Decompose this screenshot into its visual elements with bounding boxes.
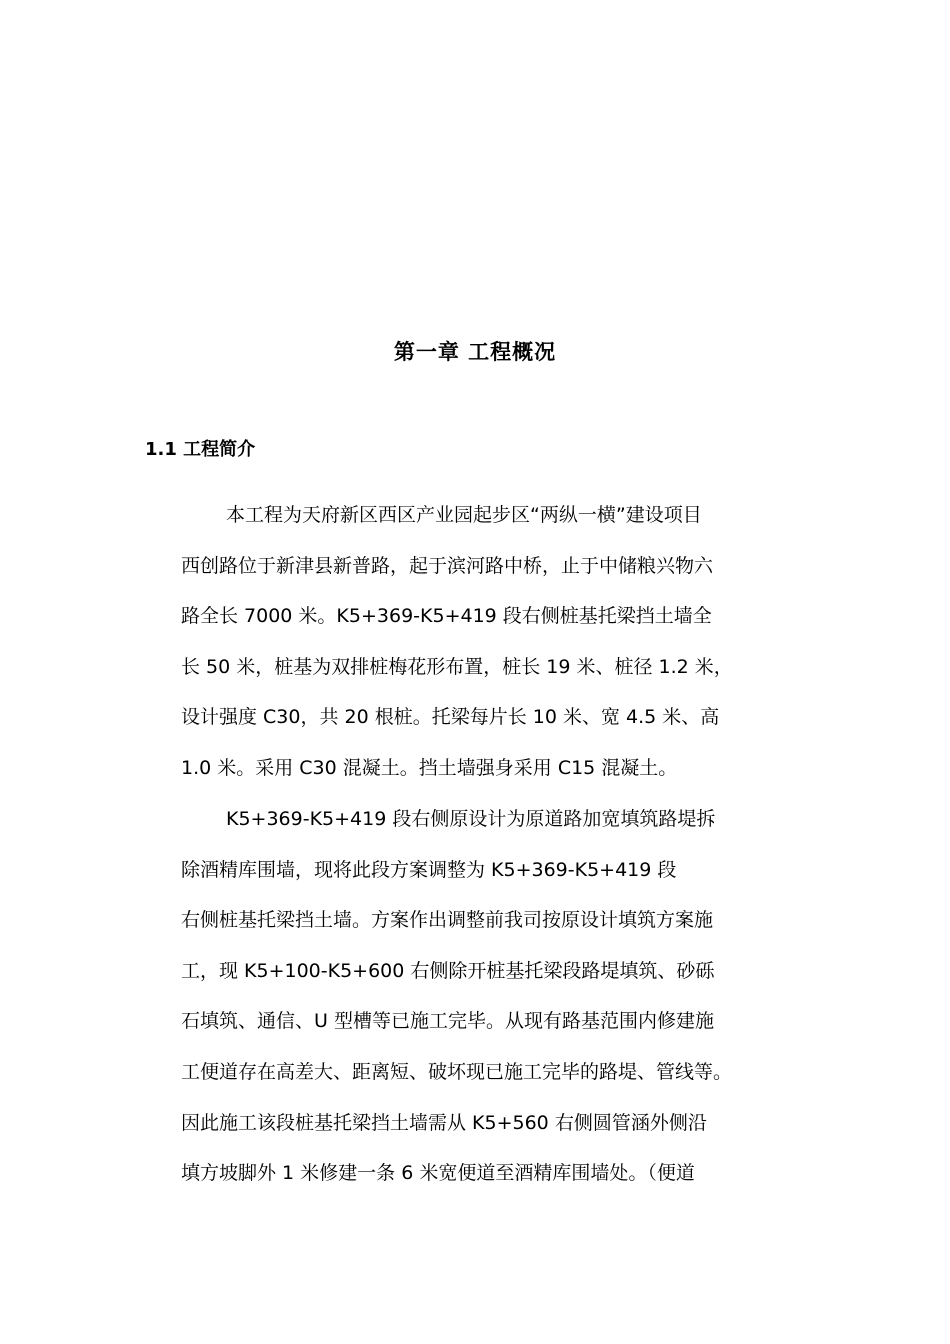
paragraph-line: 右侧桩基托梁挡土墙。方案作出调整前我司按原设计填筑方案施 <box>181 909 714 932</box>
paragraph-line: 路全长 7000 米。K5+369-K5+419 段右侧桩基托梁挡土墙全 <box>181 605 712 628</box>
paragraph-line: 设计强度 C30，共 20 根桩。托梁每片长 10 米、宽 4.5 米、高 <box>181 706 720 729</box>
paragraph-line: 西创路位于新津县新普路，起于滨河路中桥，止于中储粮兴物六 <box>181 554 714 577</box>
paragraph-2 <box>181 794 831 1199</box>
paragraph-line: 长 50 米，桩基为双排桩梅花形布置，桩长 19 米、桩径 1.2 米， <box>181 655 733 678</box>
paragraph-line: 工便道存在高差大、距离短、破坏现已施工完毕的路堤、管线等。 <box>181 1060 733 1083</box>
paragraph-line: 1.0 米。采用 C30 混凝土。挡土墙强身采用 C15 混凝土。 <box>181 756 678 779</box>
paragraph-line: 除酒精库围墙，现将此段方案调整为 K5+369-K5+419 段 <box>181 858 677 881</box>
paragraph-line: 石填筑、通信、U 型槽等已施工完毕。从现有路基范围内修建施 <box>181 1010 714 1033</box>
paragraph-line: 工，现 K5+100-K5+600 右侧除开桩基托梁段路堤填筑、砂砾 <box>181 959 715 982</box>
section-title: 1.1 工程简介 <box>145 439 256 460</box>
paragraph-line: K5+369-K5+419 段右侧原设计为原道路加宽填筑路堤拆 <box>226 808 716 830</box>
paragraph-line: 因此施工该段桩基托梁挡土墙需从 K5+560 右侧圆管涵外侧沿 <box>181 1111 707 1134</box>
chapter-title: 第一章 工程概况 <box>393 340 557 364</box>
paragraph-line: 填方坡脚外 1 米修建一条 6 米宽便道至酒精库围墙处。（便道 <box>181 1162 695 1185</box>
paragraph-line: 本工程为天府新区西区产业园起步区“两纵一横”建设项目 <box>226 504 702 526</box>
paragraph-1 <box>181 490 831 794</box>
